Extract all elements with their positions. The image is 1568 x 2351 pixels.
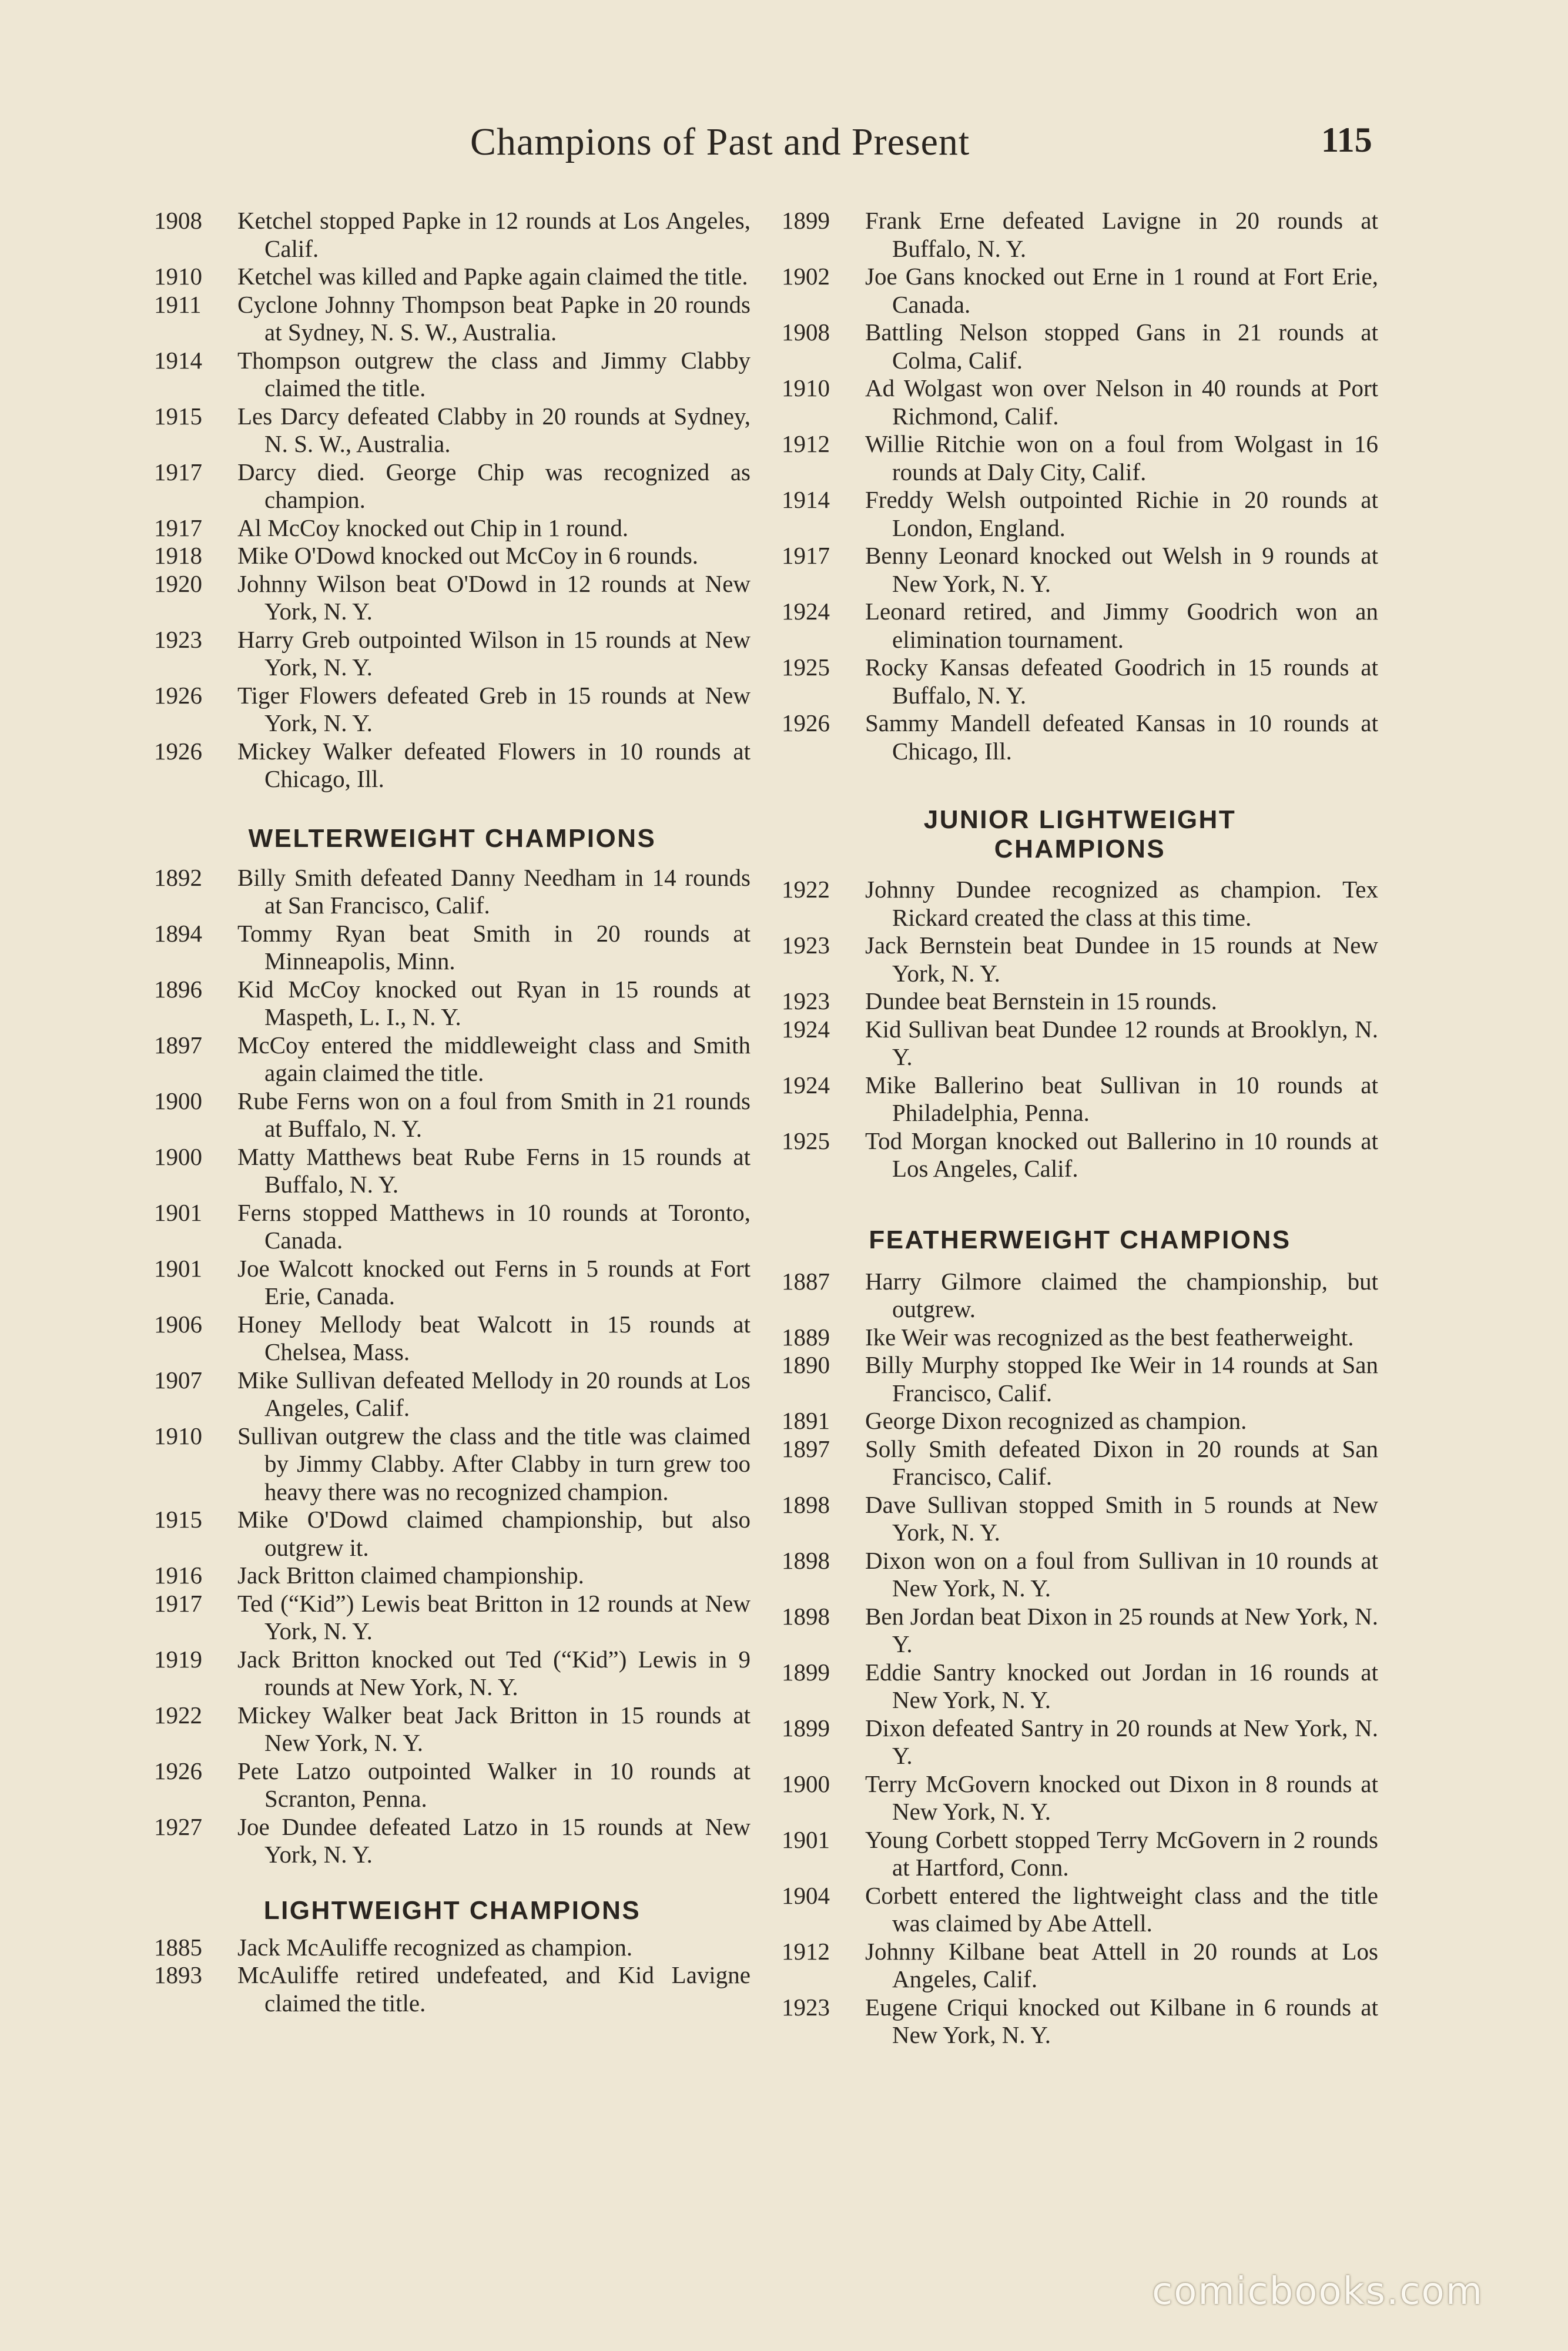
entry-row: [782, 932, 1378, 987]
entry-year: 1924: [782, 598, 830, 625]
entry-year: 1917: [782, 542, 830, 569]
entry-text: Al McCoy knocked out Chip in 1 round.: [237, 514, 629, 541]
entry-year: 1912: [782, 430, 830, 457]
entry-text: Thompson outgrew the class and Jimmy Clabby claimed the title.: [237, 346, 751, 401]
entry-year: 1918: [154, 542, 202, 569]
entry-text: Mike O'Dowd claimed championship, but also outgrew it.: [237, 1506, 751, 1561]
entry-year: 1914: [154, 346, 202, 374]
entry-year: 1900: [154, 1143, 202, 1170]
entry-year: 1900: [154, 1087, 202, 1114]
entry-year: 1901: [154, 1198, 202, 1226]
lightweight-list-right: [782, 207, 1378, 765]
entry-text: Dixon defeated Santry in 20 rounds at New York, N. Y.: [865, 1714, 1378, 1769]
entry-text: Rocky Kansas defeated Goodrich in 15 rounds at Buffalo, N. Y.: [865, 654, 1378, 709]
entry-text: Cyclone Johnny Thompson beat Papke in 20 rounds at Sydney, N. S. W., Australia.: [237, 290, 751, 346]
junior-lightweight-heading-line2: CHAMPIONS: [994, 835, 1166, 863]
entry-text: Billy Smith defeated Danny Needham in 14 rounds at San Francisco, Calif.: [237, 863, 751, 919]
entry-text: Mickey Walker defeated Flowers in 10 rounds at Chicago, Ill.: [237, 737, 751, 792]
entry-year: 1893: [154, 1961, 202, 1988]
entry-row: [154, 920, 751, 976]
entry-year: 1891: [782, 1407, 830, 1434]
entry-year: 1908: [782, 319, 830, 346]
entry-year: 1916: [154, 1562, 202, 1589]
entry-row: [154, 626, 751, 682]
entry-year: 1885: [154, 1933, 202, 1961]
entry-text: Ted (“Kid”) Lewis beat Britton in 12 rounds at New York, N. Y.: [237, 1589, 751, 1645]
entry-row: [782, 263, 1378, 319]
entry-year: 1926: [154, 737, 202, 765]
middleweight-list: [154, 207, 751, 793]
entry-row: [782, 1127, 1378, 1183]
entry-text: McCoy entered the middleweight class and Smith again claimed the title.: [237, 1031, 751, 1086]
entry-text: Johnny Kilbane beat Attell in 20 rounds at Los Angeles, Calif.: [865, 1937, 1378, 1992]
entry-text: Dave Sullivan stopped Smith in 5 rounds at New York, N. Y.: [865, 1491, 1378, 1546]
entry-text: Terry McGovern knocked out Dixon in 8 rounds at New York, N. Y.: [865, 1770, 1378, 1825]
entry-text: Joe Dundee defeated Latzo in 15 rounds at New York, N. Y.: [237, 1813, 751, 1868]
entry-text: Jack Bernstein beat Dundee in 15 rounds at New York, N. Y.: [865, 932, 1378, 987]
entry-text: Billy Murphy stopped Ike Weir in 14 rounds at San Francisco, Calif.: [865, 1351, 1378, 1406]
entry-row: [782, 1882, 1378, 1938]
entry-row: [782, 1435, 1378, 1491]
entry-text: Les Darcy defeated Clabby in 20 rounds at Sydney, N. S. W., Australia.: [237, 402, 751, 457]
entry-text: Honey Mellody beat Walcott in 15 rounds at Chelsea, Mass.: [237, 1310, 751, 1365]
entry-text: Young Corbett stopped Terry McGovern in 2 rounds at Hartford, Conn.: [865, 1826, 1378, 1881]
entry-row: [154, 864, 751, 920]
entry-row: [154, 1422, 751, 1506]
entry-year: 1926: [782, 709, 830, 736]
entry-row: [782, 374, 1378, 430]
entry-row: [154, 1255, 751, 1311]
entry-text: Sammy Mandell defeated Kansas in 10 rounds at Chicago, Ill.: [865, 709, 1378, 765]
page-title: Champions of Past and Present: [470, 120, 970, 163]
entry-text: Kid McCoy knocked out Ryan in 15 rounds at Maspeth, L. I., N. Y.: [237, 975, 751, 1030]
entry-year: 1920: [154, 570, 202, 597]
entry-text: Eugene Criqui knocked out Kilbane in 6 rounds at New York, N. Y.: [865, 1993, 1378, 2048]
entry-text: Matty Matthews beat Rube Ferns in 15 rounds at Buffalo, N. Y.: [237, 1143, 751, 1198]
entry-year: 1910: [154, 263, 202, 290]
entry-text: Leonard retired, and Jimmy Goodrich won an elimination tournament.: [865, 598, 1378, 653]
entry-year: 1922: [782, 876, 830, 903]
entry-text: Frank Erne defeated Lavigne in 20 rounds at Buffalo, N. Y.: [865, 207, 1378, 262]
entry-row: [782, 542, 1378, 598]
entry-text: Ad Wolgast won over Nelson in 40 rounds at Port Richmond, Calif.: [865, 374, 1378, 430]
entry-text: Dundee beat Bernstein in 15 rounds.: [865, 987, 1217, 1014]
entry-row: [782, 1714, 1378, 1770]
entry-year: 1894: [154, 919, 202, 947]
entry-text: Ike Weir was recognized as the best featherweight.: [865, 1323, 1354, 1351]
entry-row: [782, 1994, 1378, 2049]
junior-lightweight-heading: [782, 805, 1378, 864]
entry-row: [154, 1934, 751, 1962]
entry-year: 1906: [154, 1310, 202, 1338]
entry-text: Solly Smith defeated Dixon in 20 rounds at San Francisco, Calif.: [865, 1435, 1378, 1490]
entry-text: Ben Jordan beat Dixon in 25 rounds at New York, N. Y.: [865, 1602, 1378, 1657]
entry-text: Rube Ferns won on a foul from Smith in 21 rounds at Buffalo, N. Y.: [237, 1087, 751, 1142]
entry-year: 1923: [782, 987, 830, 1014]
entry-row: [154, 403, 751, 458]
entry-year: 1919: [154, 1645, 202, 1673]
entry-row: [782, 598, 1378, 654]
entry-text: Tommy Ryan beat Smith in 20 rounds at Minneapolis, Minn.: [237, 919, 751, 974]
entry-year: 1902: [782, 263, 830, 290]
entry-row: [782, 987, 1378, 1016]
entry-row: [782, 654, 1378, 709]
entry-row: [782, 1547, 1378, 1603]
entry-row: [154, 682, 751, 738]
entry-year: 1898: [782, 1491, 830, 1518]
entry-row: [782, 1826, 1378, 1882]
entry-row: [782, 1324, 1378, 1352]
entry-row: [782, 1938, 1378, 1994]
entry-year: 1912: [782, 1937, 830, 1965]
entry-year: 1923: [154, 625, 202, 653]
entry-row: [782, 430, 1378, 486]
entry-text: Sullivan outgrew the class and the title was claimed by Jimmy Clabby. After Clabby in turn grew too heavy there was no recognized champion.: [237, 1422, 751, 1505]
featherweight-heading: FEATHERWEIGHT CHAMPIONS: [869, 1225, 1291, 1254]
entry-row: [154, 1646, 751, 1702]
entry-year: 1897: [782, 1435, 830, 1462]
entry-text: Benny Leonard knocked out Welsh in 9 rounds at New York, N. Y.: [865, 542, 1378, 597]
entry-row: [154, 1367, 751, 1422]
entry-year: 1925: [782, 654, 830, 681]
entry-text: Jack Britton knocked out Ted (“Kid”) Lewis in 9 rounds at New York, N. Y.: [237, 1645, 751, 1700]
entry-year: 1898: [782, 1602, 830, 1630]
entry-year: 1901: [154, 1254, 202, 1282]
entry-year: 1927: [154, 1813, 202, 1840]
entry-row: [154, 1757, 751, 1813]
entry-row: [154, 347, 751, 403]
entry-year: 1925: [782, 1127, 830, 1154]
entry-row: [154, 1961, 751, 2017]
entry-row: [782, 876, 1378, 932]
entry-row: [154, 1087, 751, 1143]
entry-row: [154, 1032, 751, 1087]
entry-text: Ketchel stopped Papke in 12 rounds at Los Angeles, Calif.: [237, 207, 751, 262]
entry-year: 1917: [154, 1589, 202, 1617]
junior-lightweight-heading-line1: JUNIOR LIGHTWEIGHT: [923, 805, 1237, 834]
entry-text: Tod Morgan knocked out Ballerino in 10 rounds at Los Angeles, Calif.: [865, 1127, 1378, 1182]
entry-row: [154, 976, 751, 1032]
entry-text: Mickey Walker beat Jack Britton in 15 rounds at New York, N. Y.: [237, 1701, 751, 1756]
entry-year: 1889: [782, 1323, 830, 1351]
entry-year: 1923: [782, 1993, 830, 2021]
entry-row: [782, 1491, 1378, 1547]
entry-year: 1908: [154, 207, 202, 234]
entry-year: 1914: [782, 486, 830, 513]
entry-row: [782, 1603, 1378, 1659]
entry-text: McAuliffe retired undefeated, and Kid Lavigne claimed the title.: [237, 1961, 751, 2017]
entry-year: 1924: [782, 1071, 830, 1099]
entry-row: [154, 1590, 751, 1646]
lightweight-list-left: [154, 1934, 751, 2018]
entry-text: Joe Gans knocked out Erne in 1 round at Fort Erie, Canada.: [865, 263, 1378, 318]
entry-text: Joe Walcott knocked out Ferns in 5 rounds at Fort Erie, Canada.: [237, 1254, 751, 1310]
entry-row: [154, 458, 751, 514]
entry-year: 1900: [782, 1770, 830, 1797]
entry-year: 1915: [154, 402, 202, 430]
entry-year: 1899: [782, 207, 830, 234]
entry-text: Johnny Wilson beat O'Dowd in 12 rounds at New York, N. Y.: [237, 570, 751, 625]
entry-year: 1926: [154, 1757, 202, 1784]
entry-text: Johnny Dundee recognized as champion. Tex Rickard created the class at this time.: [865, 876, 1378, 931]
entry-year: 1922: [154, 1701, 202, 1729]
entry-row: [154, 738, 751, 793]
lightweight-heading: LIGHTWEIGHT CHAMPIONS: [263, 1895, 641, 1925]
entry-row: [154, 291, 751, 347]
welterweight-list: [154, 864, 751, 1869]
entry-text: Eddie Santry knocked out Jordan in 16 rounds at New York, N. Y.: [865, 1658, 1378, 1713]
entry-year: 1901: [782, 1826, 830, 1853]
entry-year: 1910: [782, 374, 830, 401]
entry-row: [782, 1071, 1378, 1127]
entry-row: [782, 1659, 1378, 1714]
entry-year: 1911: [154, 290, 202, 318]
entry-row: [154, 570, 751, 626]
entry-text: Ferns stopped Matthews in 10 rounds at Toronto, Canada.: [237, 1198, 751, 1254]
right-column: [782, 207, 1378, 2049]
entry-year: 1910: [154, 1422, 202, 1449]
entry-row: [154, 1143, 751, 1199]
entry-row: [154, 1199, 751, 1255]
entry-row: [154, 1702, 751, 1757]
entry-year: 1923: [782, 932, 830, 959]
entry-year: 1917: [154, 514, 202, 541]
entry-row: [782, 1016, 1378, 1071]
entry-text: Mike O'Dowd knocked out McCoy in 6 rounds.: [237, 542, 699, 569]
entry-year: 1898: [782, 1546, 830, 1574]
entry-row: [782, 207, 1378, 263]
entry-row: [782, 1770, 1378, 1826]
entry-year: 1897: [154, 1031, 202, 1059]
entry-row: [154, 1506, 751, 1562]
entry-row: [154, 514, 751, 542]
entry-text: Tiger Flowers defeated Greb in 15 rounds at New York, N. Y.: [237, 681, 751, 736]
welterweight-heading: WELTERWEIGHT CHAMPIONS: [248, 823, 656, 853]
entry-row: [154, 1311, 751, 1367]
entry-text: Freddy Welsh outpointed Richie in 20 rounds at London, England.: [865, 486, 1378, 541]
entry-text: Pete Latzo outpointed Walker in 10 rounds at Scranton, Penna.: [237, 1757, 751, 1812]
watermark: comicbooks.com: [1152, 2270, 1484, 2313]
entry-text: Jack McAuliffe recognized as champion.: [237, 1933, 633, 1961]
entry-year: 1904: [782, 1881, 830, 1909]
entry-row: [782, 486, 1378, 542]
entry-year: 1915: [154, 1506, 202, 1533]
entry-text: Darcy died. George Chip was recognized as champion.: [237, 458, 751, 513]
entry-row: [782, 1351, 1378, 1407]
entry-text: Mike Ballerino beat Sullivan in 10 rounds at Philadelphia, Penna.: [865, 1071, 1378, 1126]
entry-text: Harry Greb outpointed Wilson in 15 rounds at New York, N. Y.: [237, 625, 751, 681]
entry-text: Dixon won on a foul from Sullivan in 10 rounds at New York, N. Y.: [865, 1546, 1378, 1602]
entry-year: 1890: [782, 1351, 830, 1378]
entry-row: [782, 1268, 1378, 1324]
entry-row: [782, 1407, 1378, 1435]
entry-year: 1899: [782, 1658, 830, 1686]
entry-row: [154, 1562, 751, 1590]
entry-text: Corbett entered the lightweight class and the title was claimed by Abe Attell.: [865, 1881, 1378, 1937]
entry-row: [154, 263, 751, 291]
entry-year: 1892: [154, 863, 202, 891]
entry-text: George Dixon recognized as champion.: [865, 1407, 1247, 1434]
entry-year: 1924: [782, 1015, 830, 1043]
entry-year: 1926: [154, 681, 202, 709]
entry-text: Mike Sullivan defeated Mellody in 20 rounds at Los Angeles, Calif.: [237, 1366, 751, 1421]
entry-year: 1899: [782, 1714, 830, 1742]
entry-row: [782, 319, 1378, 374]
entry-text: Willie Ritchie won on a foul from Wolgast in 16 rounds at Daly City, Calif.: [865, 430, 1378, 485]
page-header: [0, 115, 1568, 174]
entry-text: Harry Gilmore claimed the championship, but outgrew.: [865, 1267, 1378, 1322]
left-column: [154, 207, 751, 2017]
featherweight-list: [782, 1268, 1378, 2049]
entry-year: 1896: [154, 975, 202, 1003]
entry-row: [154, 542, 751, 570]
junior-lightweight-list: [782, 876, 1378, 1183]
entry-text: Kid Sullivan beat Dundee 12 rounds at Brooklyn, N. Y.: [865, 1015, 1378, 1070]
entry-text: Battling Nelson stopped Gans in 21 rounds at Colma, Calif.: [865, 319, 1378, 374]
entry-year: 1887: [782, 1267, 830, 1295]
entry-text: Ketchel was killed and Papke again claimed the title.: [237, 263, 748, 290]
entry-row: [154, 1813, 751, 1869]
entry-text: Jack Britton claimed championship.: [237, 1562, 584, 1589]
page-number: 115: [1321, 120, 1372, 159]
entry-row: [782, 709, 1378, 765]
entry-year: 1907: [154, 1366, 202, 1394]
entry-year: 1917: [154, 458, 202, 485]
entry-row: [154, 207, 751, 263]
